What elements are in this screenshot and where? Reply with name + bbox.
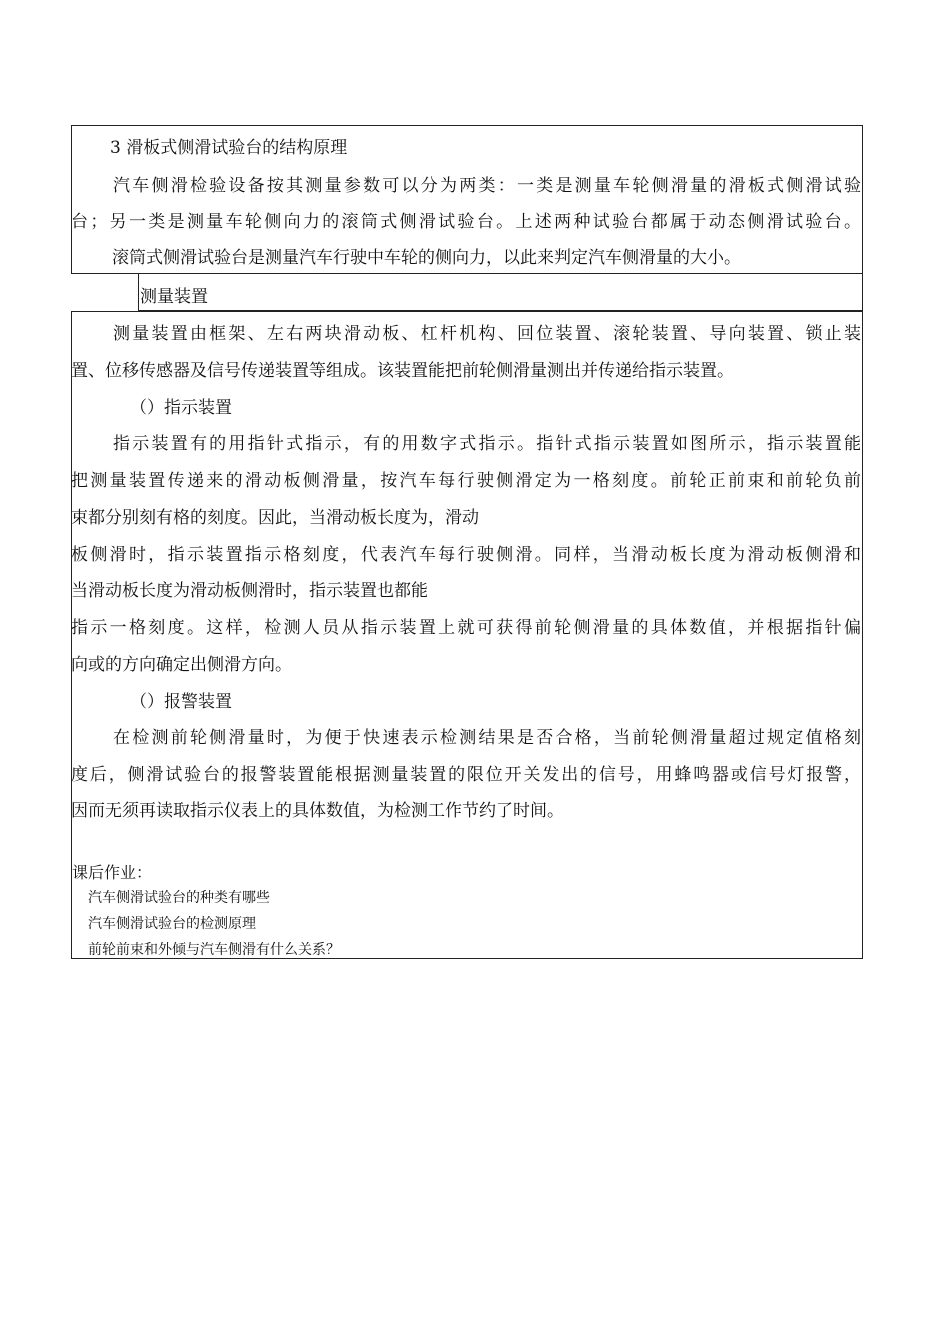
alarm-line-2: 度后，侧滑试验台的报警装置能根据测量装置的限位开关发出的信号，用蜂鸣器或信号灯报警， bbox=[71, 765, 861, 785]
homework-item: 前轮前束和外倾与汽车侧滑有什么关系？ bbox=[88, 942, 340, 958]
indicator-line-7: 向或的方向确定出侧滑方向。 bbox=[71, 655, 292, 675]
homework-title: 课后作业： bbox=[72, 863, 153, 882]
intro-line-3: 滚筒式侧滑试验台是测量汽车行驶中车轮的侧向力，以此来判定汽车侧滑量的大小。 bbox=[112, 248, 741, 268]
measuring-line-1: 测量装置由框架、左右两块滑动板、杠杆机构、回位装置、滚轮装置、导向装置、锁止装 bbox=[113, 324, 861, 344]
indicator-heading: （）指示装置 bbox=[130, 398, 232, 418]
measuring-line-2: 置、位移传感器及信号传递装置等组成。该装置能把前轮侧滑量测出并传递给指示装置。 bbox=[71, 361, 734, 381]
measuring-heading: 测量装置 bbox=[140, 287, 208, 307]
homework-item: 汽车侧滑试验台的检测原理 bbox=[88, 916, 256, 932]
intro-line-2: 台；另一类是测量车轮侧向力的滚筒式侧滑试验台。上述两种试验台都属于动态侧滑试验台。 bbox=[71, 212, 861, 232]
indicator-line-1: 指示装置有的用指针式指示，有的用数字式指示。指针式指示装置如图所示，指示装置能 bbox=[113, 434, 861, 454]
indicator-line-5: 当滑动板长度为滑动板侧滑时，指示装置也都能 bbox=[71, 581, 428, 601]
alarm-line-3: 因而无须再读取指示仪表上的具体数值，为检测工作节约了时间。 bbox=[71, 801, 564, 821]
section-title: 3 滑板式侧滑试验台的结构原理 bbox=[110, 138, 348, 158]
alarm-line-1: 在检测前轮侧滑量时，为便于快速表示检测结果是否合格，当前轮侧滑量超过规定值格刻 bbox=[113, 728, 861, 748]
indicator-line-2: 把测量装置传递来的滑动板侧滑量，按汽车每行驶侧滑定为一格刻度。前轮正前束和前轮负前 bbox=[71, 471, 861, 491]
alarm-heading: （）报警装置 bbox=[130, 692, 232, 712]
indicator-line-6: 指示一格刻度。这样，检测人员从指示装置上就可获得前轮侧滑量的具体数值，并根据指针偏 bbox=[71, 618, 861, 638]
intro-line-1: 汽车侧滑检验设备按其测量参数可以分为两类：一类是测量车轮侧滑量的滑板式侧滑试验 bbox=[113, 176, 861, 196]
indicator-line-4: 板侧滑时，指示装置指示格刻度，代表汽车每行驶侧滑。同样，当滑动板长度为滑动板侧滑和 bbox=[71, 545, 861, 565]
homework-item: 汽车侧滑试验台的种类有哪些 bbox=[88, 890, 270, 906]
indicator-line-3: 束都分别刻有格的刻度。因此，当滑动板长度为，滑动 bbox=[71, 508, 479, 528]
